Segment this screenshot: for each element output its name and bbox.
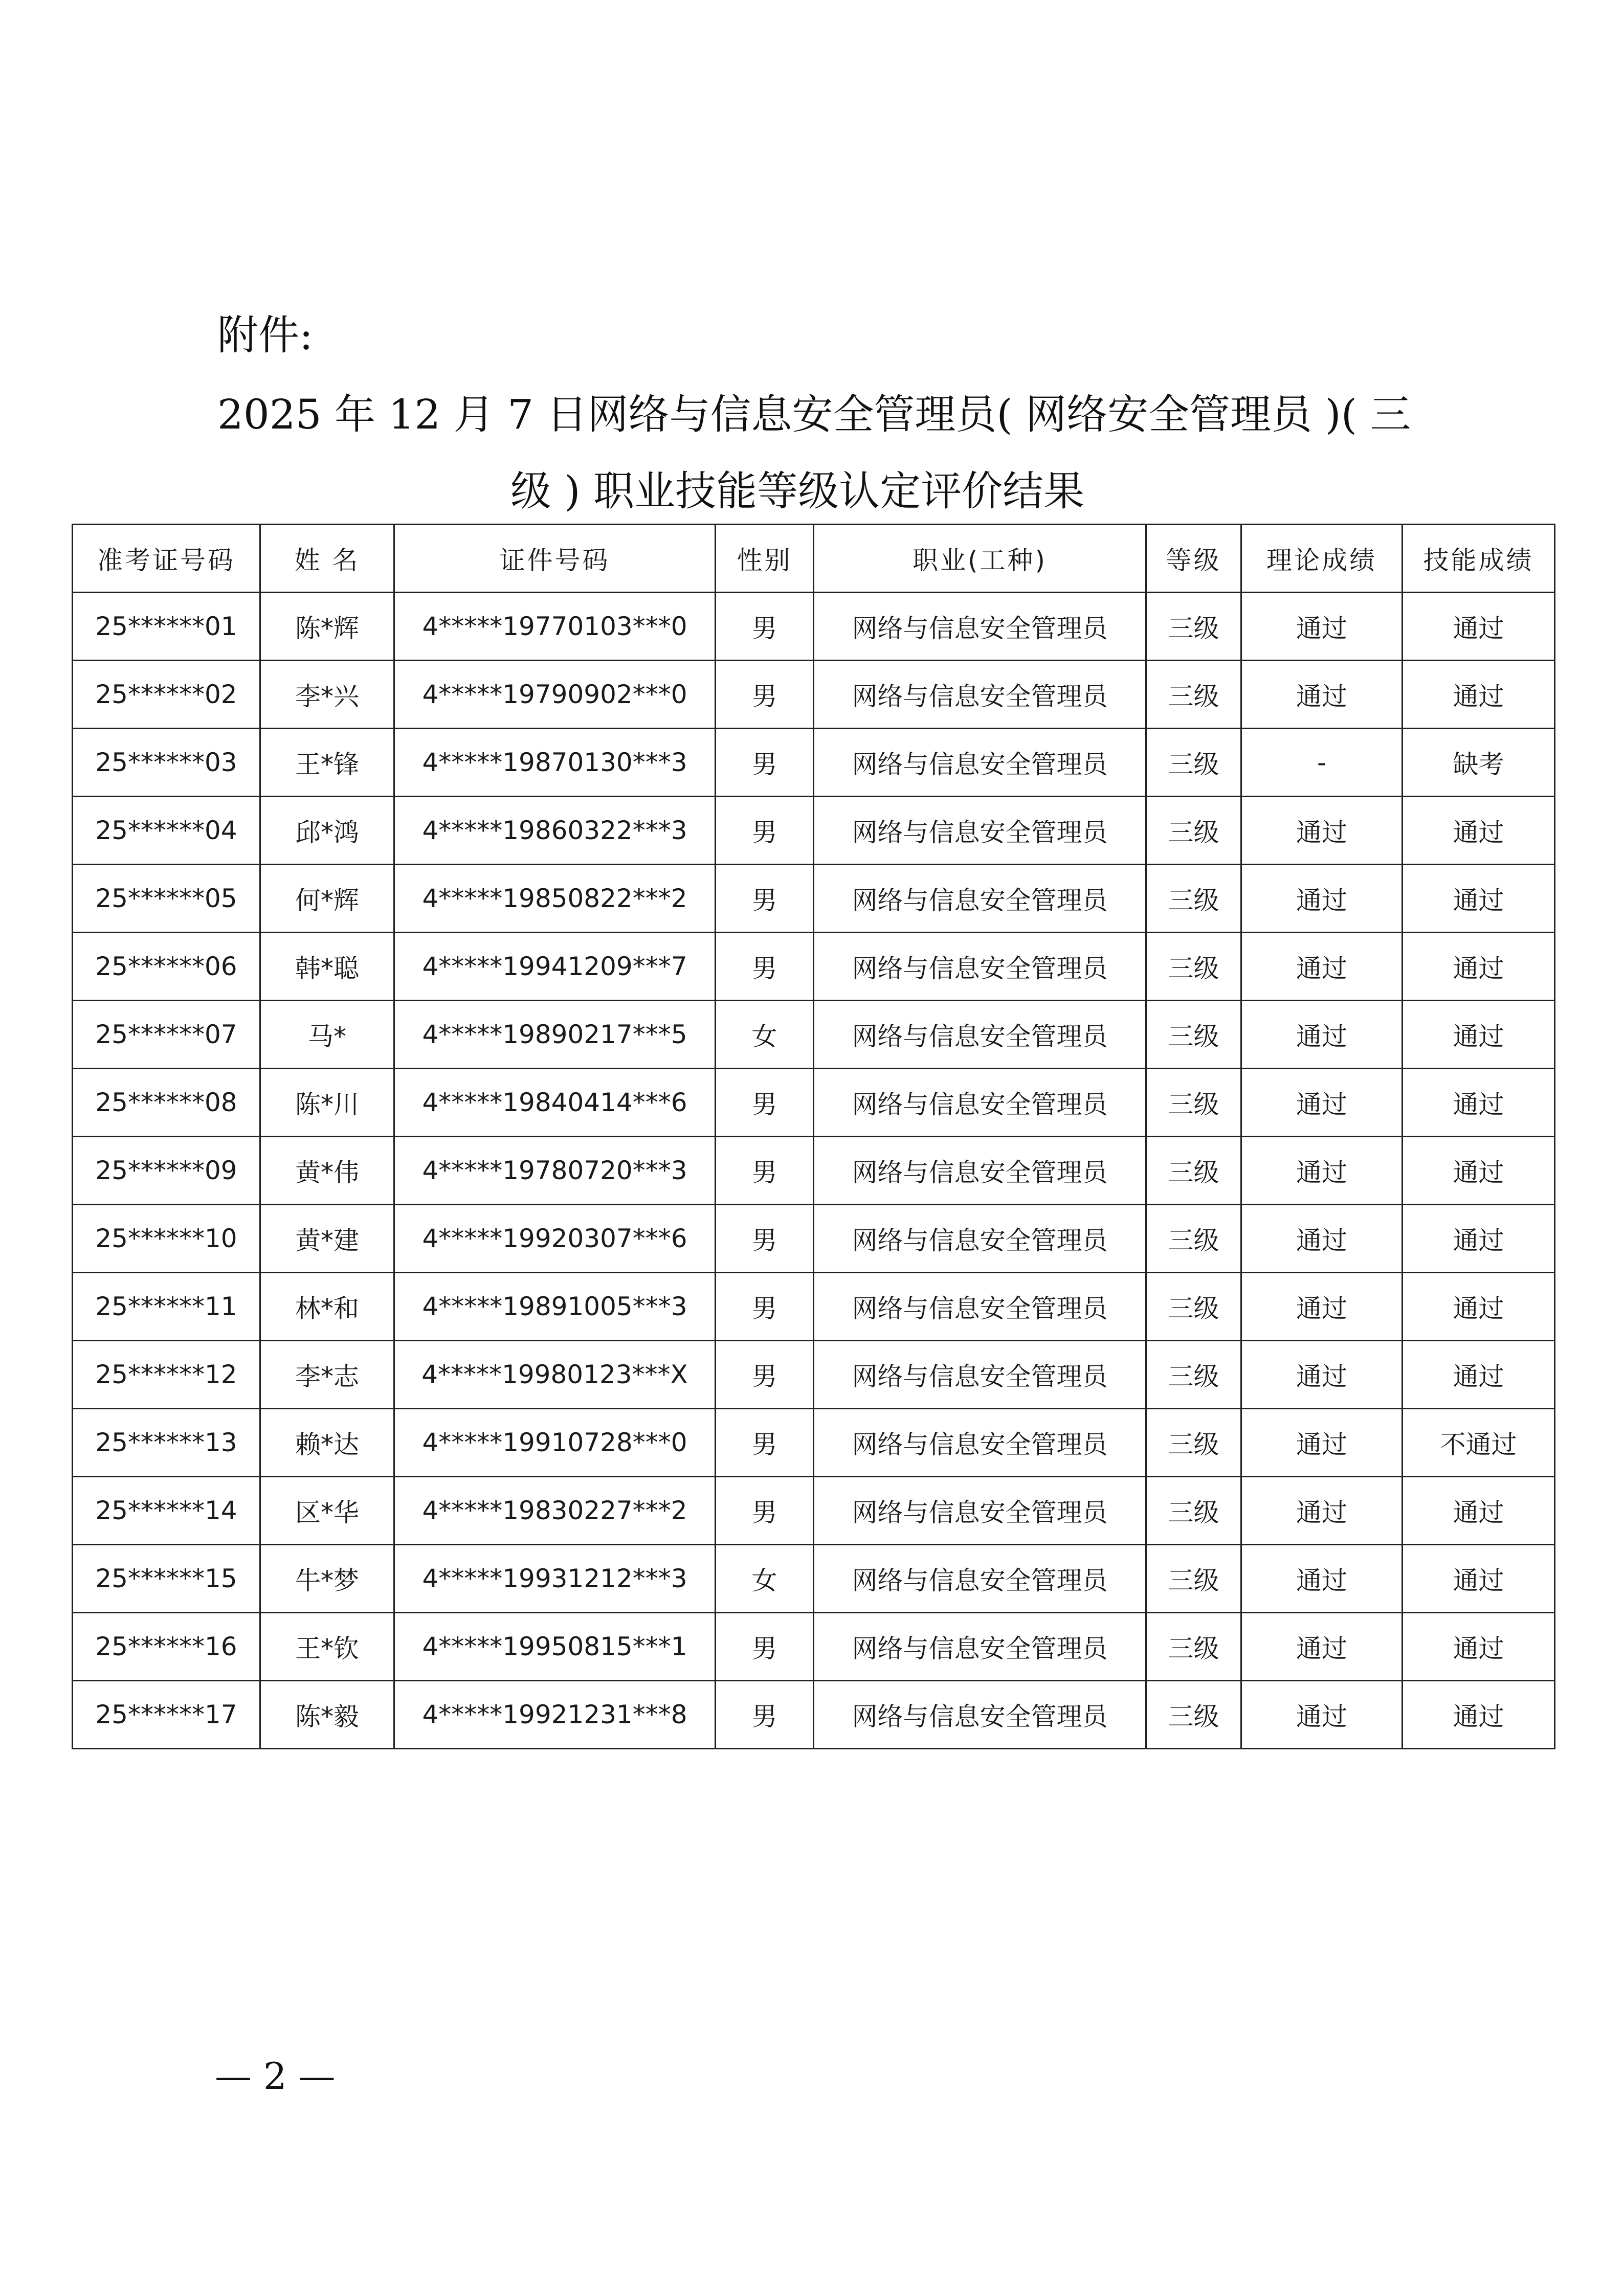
cell-gender: 男 xyxy=(716,593,814,661)
cell-id-number: 4*****19870130***3 xyxy=(394,729,716,797)
cell-exam-number: 25******02 xyxy=(73,661,260,729)
cell-exam-number: 25******09 xyxy=(73,1137,260,1205)
table-row xyxy=(73,1409,1555,1477)
cell-occupation: 网络与信息安全管理员 xyxy=(814,1001,1146,1069)
document-title-line-1: 2025 年 12 月 7 日网络与信息安全管理员( 网络安全管理员 )( 三 xyxy=(217,391,1411,438)
table-row xyxy=(73,865,1555,933)
cell-name: 李*兴 xyxy=(260,661,394,729)
cell-exam-number: 25******17 xyxy=(73,1681,260,1749)
cell-skill-score: 通过 xyxy=(1403,1681,1555,1749)
cell-gender: 男 xyxy=(716,729,814,797)
cell-occupation: 网络与信息安全管理员 xyxy=(814,1273,1146,1341)
cell-skill-score: 通过 xyxy=(1403,933,1555,1001)
cell-id-number: 4*****19770103***0 xyxy=(394,593,716,661)
table-row xyxy=(73,1341,1555,1409)
cell-exam-number: 25******07 xyxy=(73,1001,260,1069)
cell-id-number: 4*****19790902***0 xyxy=(394,661,716,729)
cell-level: 三级 xyxy=(1146,1341,1241,1409)
cell-theory-score: - xyxy=(1241,729,1403,797)
cell-level: 三级 xyxy=(1146,865,1241,933)
cell-name: 林*和 xyxy=(260,1273,394,1341)
header-name: 姓 名 xyxy=(260,525,394,593)
cell-exam-number: 25******10 xyxy=(73,1205,260,1273)
table-body xyxy=(73,593,1555,1749)
cell-name: 黄*伟 xyxy=(260,1137,394,1205)
table-row xyxy=(73,1001,1555,1069)
cell-gender: 男 xyxy=(716,865,814,933)
cell-skill-score: 通过 xyxy=(1403,661,1555,729)
table-row xyxy=(73,1273,1555,1341)
cell-skill-score: 通过 xyxy=(1403,1341,1555,1409)
cell-occupation: 网络与信息安全管理员 xyxy=(814,933,1146,1001)
cell-occupation: 网络与信息安全管理员 xyxy=(814,1613,1146,1681)
cell-skill-score: 通过 xyxy=(1403,1069,1555,1137)
table-header-row xyxy=(73,525,1555,593)
cell-occupation: 网络与信息安全管理员 xyxy=(814,729,1146,797)
cell-exam-number: 25******01 xyxy=(73,593,260,661)
cell-theory-score: 通过 xyxy=(1241,1477,1403,1545)
table-row xyxy=(73,1681,1555,1749)
cell-id-number: 4*****19830227***2 xyxy=(394,1477,716,1545)
table-row xyxy=(73,1069,1555,1137)
cell-exam-number: 25******15 xyxy=(73,1545,260,1613)
cell-gender: 女 xyxy=(716,1545,814,1613)
cell-name: 区*华 xyxy=(260,1477,394,1545)
cell-gender: 男 xyxy=(716,661,814,729)
cell-occupation: 网络与信息安全管理员 xyxy=(814,1681,1146,1749)
cell-gender: 男 xyxy=(716,933,814,1001)
cell-theory-score: 通过 xyxy=(1241,865,1403,933)
cell-id-number: 4*****19890217***5 xyxy=(394,1001,716,1069)
cell-skill-score: 通过 xyxy=(1403,1273,1555,1341)
cell-id-number: 4*****19780720***3 xyxy=(394,1137,716,1205)
table-row xyxy=(73,729,1555,797)
header-level: 等级 xyxy=(1146,525,1241,593)
table-row xyxy=(73,1613,1555,1681)
cell-name: 马* xyxy=(260,1001,394,1069)
cell-skill-score: 通过 xyxy=(1403,1001,1555,1069)
cell-gender: 男 xyxy=(716,1409,814,1477)
cell-name: 陈*毅 xyxy=(260,1681,394,1749)
cell-gender: 男 xyxy=(716,1341,814,1409)
table-row xyxy=(73,1205,1555,1273)
cell-name: 韩*聪 xyxy=(260,933,394,1001)
document-title-line-2: 级 ) 职业技能等级认定评价结果 xyxy=(510,467,1085,515)
table-row xyxy=(73,1545,1555,1613)
cell-id-number: 4*****19850822***2 xyxy=(394,865,716,933)
table-row xyxy=(73,1477,1555,1545)
cell-id-number: 4*****19910728***0 xyxy=(394,1409,716,1477)
cell-level: 三级 xyxy=(1146,729,1241,797)
cell-theory-score: 通过 xyxy=(1241,933,1403,1001)
cell-level: 三级 xyxy=(1146,661,1241,729)
cell-name: 王*钦 xyxy=(260,1613,394,1681)
cell-name: 黄*建 xyxy=(260,1205,394,1273)
cell-level: 三级 xyxy=(1146,1069,1241,1137)
cell-exam-number: 25******05 xyxy=(73,865,260,933)
cell-theory-score: 通过 xyxy=(1241,1409,1403,1477)
cell-occupation: 网络与信息安全管理员 xyxy=(814,865,1146,933)
cell-occupation: 网络与信息安全管理员 xyxy=(814,1137,1146,1205)
cell-exam-number: 25******13 xyxy=(73,1409,260,1477)
cell-level: 三级 xyxy=(1146,1613,1241,1681)
table-row xyxy=(73,593,1555,661)
cell-skill-score: 通过 xyxy=(1403,1545,1555,1613)
cell-theory-score: 通过 xyxy=(1241,1205,1403,1273)
header-theory-score: 理论成绩 xyxy=(1241,525,1403,593)
cell-gender: 男 xyxy=(716,1273,814,1341)
cell-id-number: 4*****19840414***6 xyxy=(394,1069,716,1137)
table-row xyxy=(73,797,1555,865)
cell-id-number: 4*****19980123***X xyxy=(394,1341,716,1409)
cell-occupation: 网络与信息安全管理员 xyxy=(814,1341,1146,1409)
cell-skill-score: 通过 xyxy=(1403,1613,1555,1681)
cell-gender: 女 xyxy=(716,1001,814,1069)
cell-skill-score: 通过 xyxy=(1403,797,1555,865)
cell-id-number: 4*****19860322***3 xyxy=(394,797,716,865)
cell-gender: 男 xyxy=(716,1205,814,1273)
cell-occupation: 网络与信息安全管理员 xyxy=(814,1409,1146,1477)
cell-level: 三级 xyxy=(1146,1409,1241,1477)
cell-id-number: 4*****19950815***1 xyxy=(394,1613,716,1681)
cell-level: 三级 xyxy=(1146,1205,1241,1273)
cell-gender: 男 xyxy=(716,797,814,865)
cell-theory-score: 通过 xyxy=(1241,1545,1403,1613)
cell-theory-score: 通过 xyxy=(1241,797,1403,865)
page-number: — 2 — xyxy=(215,2055,336,2098)
cell-theory-score: 通过 xyxy=(1241,1137,1403,1205)
cell-name: 邱*鸿 xyxy=(260,797,394,865)
cell-skill-score: 缺考 xyxy=(1403,729,1555,797)
cell-level: 三级 xyxy=(1146,1477,1241,1545)
cell-level: 三级 xyxy=(1146,1137,1241,1205)
cell-level: 三级 xyxy=(1146,797,1241,865)
cell-level: 三级 xyxy=(1146,1001,1241,1069)
cell-theory-score: 通过 xyxy=(1241,1341,1403,1409)
cell-theory-score: 通过 xyxy=(1241,593,1403,661)
attachment-label: 附件: xyxy=(217,311,313,359)
cell-level: 三级 xyxy=(1146,593,1241,661)
cell-skill-score: 通过 xyxy=(1403,1205,1555,1273)
cell-exam-number: 25******12 xyxy=(73,1341,260,1409)
cell-exam-number: 25******16 xyxy=(73,1613,260,1681)
cell-occupation: 网络与信息安全管理员 xyxy=(814,1545,1146,1613)
cell-id-number: 4*****19891005***3 xyxy=(394,1273,716,1341)
cell-gender: 男 xyxy=(716,1613,814,1681)
cell-gender: 男 xyxy=(716,1477,814,1545)
cell-id-number: 4*****19941209***7 xyxy=(394,933,716,1001)
cell-exam-number: 25******06 xyxy=(73,933,260,1001)
cell-occupation: 网络与信息安全管理员 xyxy=(814,593,1146,661)
cell-gender: 男 xyxy=(716,1069,814,1137)
cell-id-number: 4*****19920307***6 xyxy=(394,1205,716,1273)
cell-occupation: 网络与信息安全管理员 xyxy=(814,1205,1146,1273)
cell-level: 三级 xyxy=(1146,1545,1241,1613)
cell-occupation: 网络与信息安全管理员 xyxy=(814,797,1146,865)
cell-name: 赖*达 xyxy=(260,1409,394,1477)
cell-level: 三级 xyxy=(1146,933,1241,1001)
cell-exam-number: 25******04 xyxy=(73,797,260,865)
cell-theory-score: 通过 xyxy=(1241,1273,1403,1341)
header-gender: 性别 xyxy=(716,525,814,593)
cell-skill-score: 通过 xyxy=(1403,593,1555,661)
cell-name: 陈*川 xyxy=(260,1069,394,1137)
cell-theory-score: 通过 xyxy=(1241,1613,1403,1681)
cell-exam-number: 25******11 xyxy=(73,1273,260,1341)
table-row xyxy=(73,933,1555,1001)
cell-exam-number: 25******14 xyxy=(73,1477,260,1545)
cell-name: 牛*梦 xyxy=(260,1545,394,1613)
cell-exam-number: 25******03 xyxy=(73,729,260,797)
cell-name: 李*志 xyxy=(260,1341,394,1409)
cell-occupation: 网络与信息安全管理员 xyxy=(814,661,1146,729)
cell-level: 三级 xyxy=(1146,1273,1241,1341)
cell-level: 三级 xyxy=(1146,1681,1241,1749)
cell-theory-score: 通过 xyxy=(1241,1001,1403,1069)
cell-gender: 男 xyxy=(716,1137,814,1205)
header-id-number: 证件号码 xyxy=(394,525,716,593)
header-skill-score: 技能成绩 xyxy=(1403,525,1555,593)
table-row xyxy=(73,661,1555,729)
header-exam-number: 准考证号码 xyxy=(73,525,260,593)
cell-occupation: 网络与信息安全管理员 xyxy=(814,1069,1146,1137)
cell-skill-score: 通过 xyxy=(1403,865,1555,933)
cell-name: 陈*辉 xyxy=(260,593,394,661)
cell-skill-score: 不通过 xyxy=(1403,1409,1555,1477)
cell-id-number: 4*****19921231***8 xyxy=(394,1681,716,1749)
cell-gender: 男 xyxy=(716,1681,814,1749)
cell-name: 王*锋 xyxy=(260,729,394,797)
header-occupation: 职业(工种) xyxy=(814,525,1146,593)
cell-occupation: 网络与信息安全管理员 xyxy=(814,1477,1146,1545)
cell-theory-score: 通过 xyxy=(1241,1681,1403,1749)
results-table xyxy=(72,524,1555,1749)
cell-exam-number: 25******08 xyxy=(73,1069,260,1137)
table-row xyxy=(73,1137,1555,1205)
cell-id-number: 4*****19931212***3 xyxy=(394,1545,716,1613)
cell-skill-score: 通过 xyxy=(1403,1137,1555,1205)
cell-name: 何*辉 xyxy=(260,865,394,933)
cell-theory-score: 通过 xyxy=(1241,661,1403,729)
cell-skill-score: 通过 xyxy=(1403,1477,1555,1545)
cell-theory-score: 通过 xyxy=(1241,1069,1403,1137)
